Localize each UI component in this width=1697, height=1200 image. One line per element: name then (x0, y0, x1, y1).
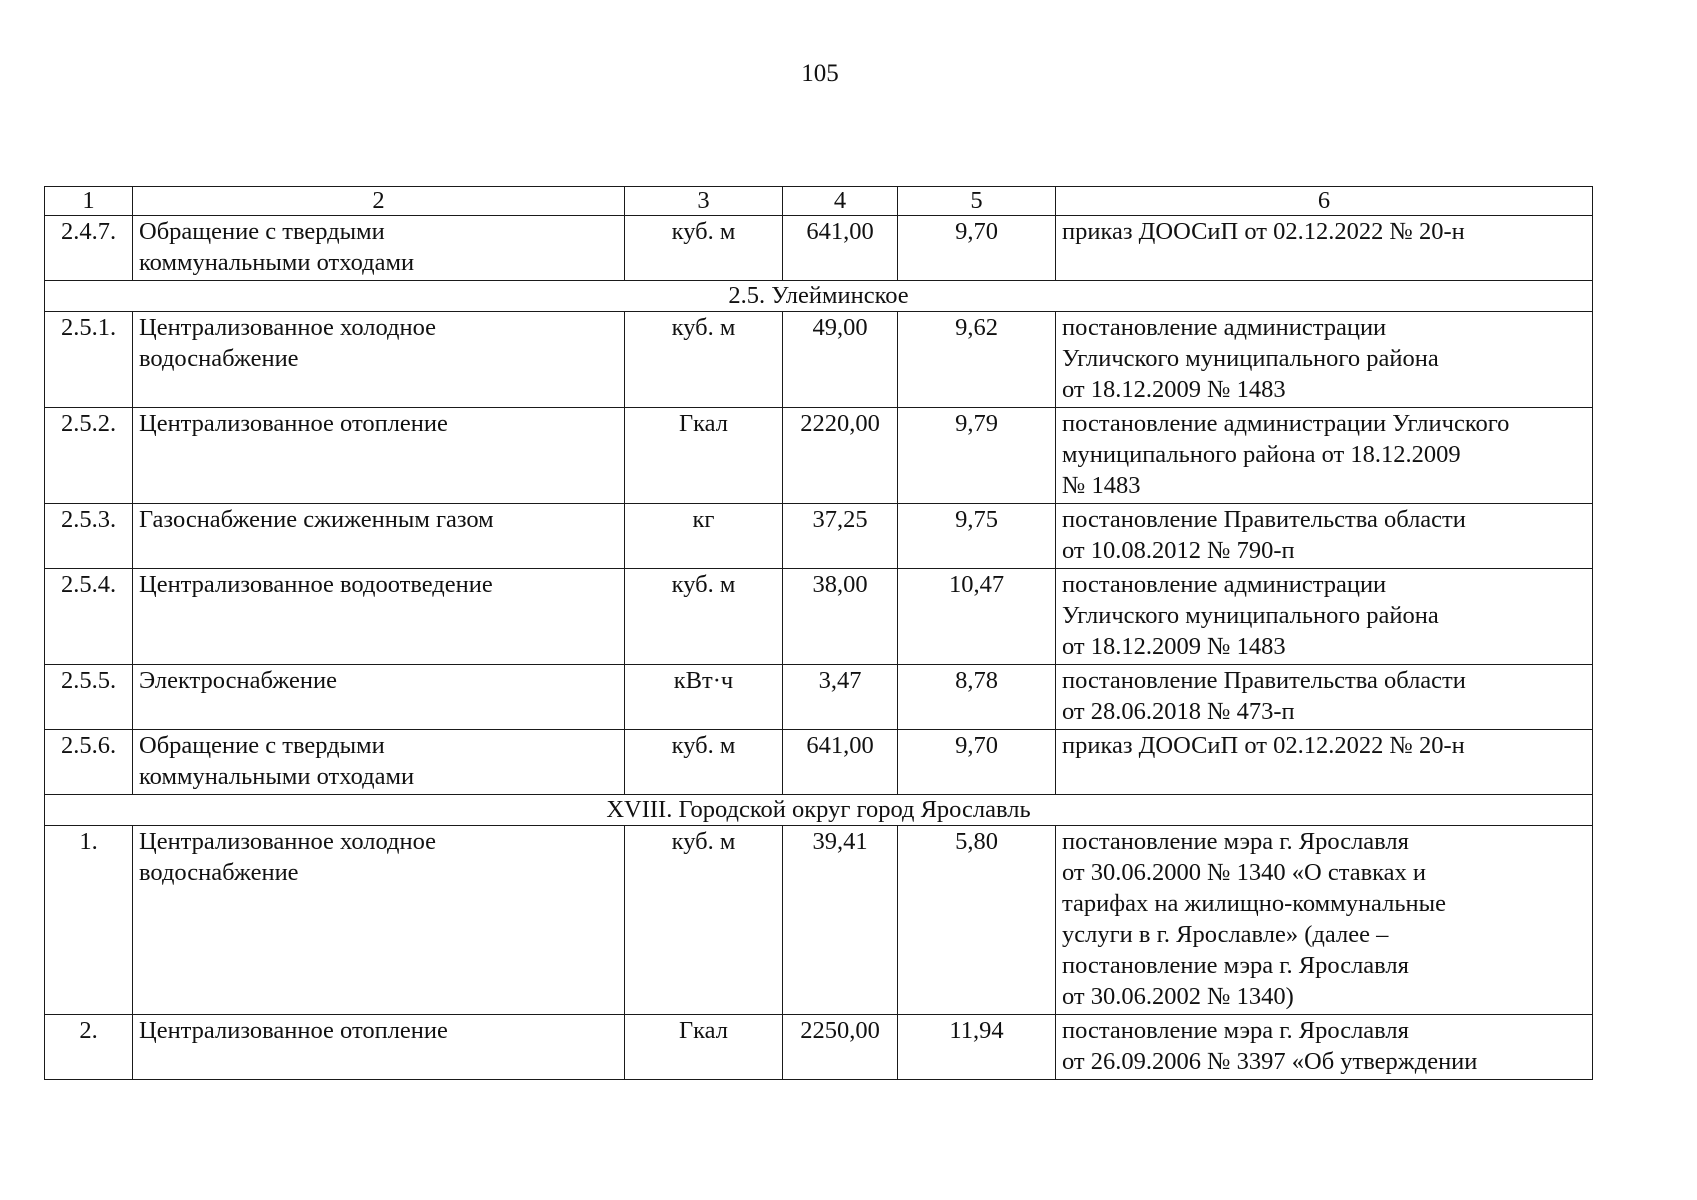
legal-basis-line: постановление администрации Угличского (1062, 410, 1510, 437)
unit: куб. м (625, 216, 783, 281)
norm-value: 38,00 (783, 569, 898, 665)
service-line: Газоснабжение сжиженным газом (139, 506, 494, 533)
unit: кг (625, 504, 783, 569)
page-number: 105 (801, 60, 839, 87)
tariff-table-body (45, 187, 1593, 1080)
legal-basis (1056, 826, 1593, 1015)
price-value: 11,94 (898, 1015, 1056, 1080)
service-line: Централизованное отопление (139, 410, 448, 437)
legal-basis (1056, 569, 1593, 665)
table-row (45, 730, 1593, 795)
column-number: 6 (1056, 187, 1593, 216)
service-line: Обращение с твердыми (139, 218, 385, 245)
legal-basis (1056, 408, 1593, 504)
section-title: 2.5. Улейминское (45, 281, 1593, 312)
legal-basis-line: постановление Правительства области (1062, 506, 1466, 533)
legal-basis (1056, 312, 1593, 408)
price-value: 9,62 (898, 312, 1056, 408)
table-row (45, 569, 1593, 665)
row-number: 2.5.3. (45, 504, 133, 569)
legal-basis-line: постановление мэра г. Ярославля (1062, 1017, 1409, 1044)
norm-value: 2220,00 (783, 408, 898, 504)
tariff-table (44, 186, 1593, 1080)
service-line: Централизованное водоотведение (139, 571, 493, 598)
legal-basis-line: № 1483 (1062, 472, 1141, 499)
table-row (45, 826, 1593, 1015)
legal-basis-line: приказ ДООСиП от 02.12.2022 № 20-н (1062, 732, 1465, 759)
norm-value: 37,25 (783, 504, 898, 569)
price-value: 9,70 (898, 730, 1056, 795)
legal-basis-line: от 26.09.2006 № 3397 «Об утверждении (1062, 1048, 1478, 1075)
legal-basis (1056, 665, 1593, 730)
service-line: Электроснабжение (139, 667, 337, 694)
column-number-row (45, 187, 1593, 216)
legal-basis-line: муниципального района от 18.12.2009 (1062, 441, 1461, 468)
legal-basis-line: от 18.12.2009 № 1483 (1062, 376, 1286, 403)
service-name (133, 1015, 625, 1080)
table-row (45, 504, 1593, 569)
row-number: 2.5.5. (45, 665, 133, 730)
row-number: 2.5.2. (45, 408, 133, 504)
unit: Гкал (625, 1015, 783, 1080)
row-number: 2. (45, 1015, 133, 1080)
section-title: XVIII. Городской округ город Ярославль (45, 795, 1593, 826)
norm-value: 2250,00 (783, 1015, 898, 1080)
row-number: 2.5.4. (45, 569, 133, 665)
table-row (45, 665, 1593, 730)
unit: куб. м (625, 730, 783, 795)
row-number: 2.5.6. (45, 730, 133, 795)
legal-basis (1056, 216, 1593, 281)
table-row (45, 216, 1593, 281)
table-row (45, 312, 1593, 408)
price-value: 9,79 (898, 408, 1056, 504)
service-line: Централизованное холодное (139, 828, 437, 855)
section-row (45, 795, 1593, 826)
column-number: 2 (133, 187, 625, 216)
unit: куб. м (625, 826, 783, 1015)
service-name (133, 665, 625, 730)
column-number: 1 (45, 187, 133, 216)
column-number: 5 (898, 187, 1056, 216)
legal-basis-line: постановление мэра г. Ярославля (1062, 952, 1409, 979)
service-name (133, 312, 625, 408)
service-name (133, 730, 625, 795)
legal-basis-line: приказ ДООСиП от 02.12.2022 № 20-н (1062, 218, 1465, 245)
row-number: 2.5.1. (45, 312, 133, 408)
norm-value: 641,00 (783, 216, 898, 281)
legal-basis-line: постановление мэра г. Ярославля (1062, 828, 1409, 855)
service-line: Централизованное отопление (139, 1017, 448, 1044)
legal-basis-line: постановление администрации (1062, 314, 1387, 341)
service-line: коммунальными отходами (139, 249, 415, 276)
norm-value: 3,47 (783, 665, 898, 730)
service-name (133, 216, 625, 281)
norm-value: 39,41 (783, 826, 898, 1015)
legal-basis-line: постановление администрации (1062, 571, 1387, 598)
service-name (133, 504, 625, 569)
service-line: Централизованное холодное (139, 314, 437, 341)
unit: куб. м (625, 312, 783, 408)
service-name (133, 408, 625, 504)
service-line: Обращение с твердыми (139, 732, 385, 759)
legal-basis-line: от 30.06.2002 № 1340) (1062, 983, 1294, 1010)
legal-basis-line: от 18.12.2009 № 1483 (1062, 633, 1286, 660)
legal-basis-line: от 10.08.2012 № 790-п (1062, 537, 1295, 564)
table-row (45, 1015, 1593, 1080)
norm-value: 641,00 (783, 730, 898, 795)
unit: куб. м (625, 569, 783, 665)
legal-basis (1056, 504, 1593, 569)
service-name (133, 826, 625, 1015)
service-name (133, 569, 625, 665)
row-number: 2.4.7. (45, 216, 133, 281)
legal-basis-line: от 28.06.2018 № 473-п (1062, 698, 1295, 725)
price-value: 10,47 (898, 569, 1056, 665)
column-number: 3 (625, 187, 783, 216)
legal-basis (1056, 730, 1593, 795)
price-value: 9,70 (898, 216, 1056, 281)
price-value: 9,75 (898, 504, 1056, 569)
norm-value: 49,00 (783, 312, 898, 408)
row-number: 1. (45, 826, 133, 1015)
legal-basis (1056, 1015, 1593, 1080)
legal-basis-line: постановление Правительства области (1062, 667, 1466, 694)
price-value: 5,80 (898, 826, 1056, 1015)
table-row (45, 408, 1593, 504)
legal-basis-line: от 30.06.2000 № 1340 «О ставках и (1062, 859, 1427, 886)
service-line: водоснабжение (139, 859, 299, 886)
legal-basis-line: услуги в г. Ярославле» (далее – (1062, 921, 1389, 948)
legal-basis-line: Угличского муниципального района (1062, 602, 1439, 629)
section-row (45, 281, 1593, 312)
legal-basis-line: Угличского муниципального района (1062, 345, 1439, 372)
service-line: водоснабжение (139, 345, 299, 372)
price-value: 8,78 (898, 665, 1056, 730)
service-line: коммунальными отходами (139, 763, 415, 790)
unit: кВт·ч (625, 665, 783, 730)
legal-basis-line: тарифах на жилищно-коммунальные (1062, 890, 1446, 917)
unit: Гкал (625, 408, 783, 504)
column-number: 4 (783, 187, 898, 216)
